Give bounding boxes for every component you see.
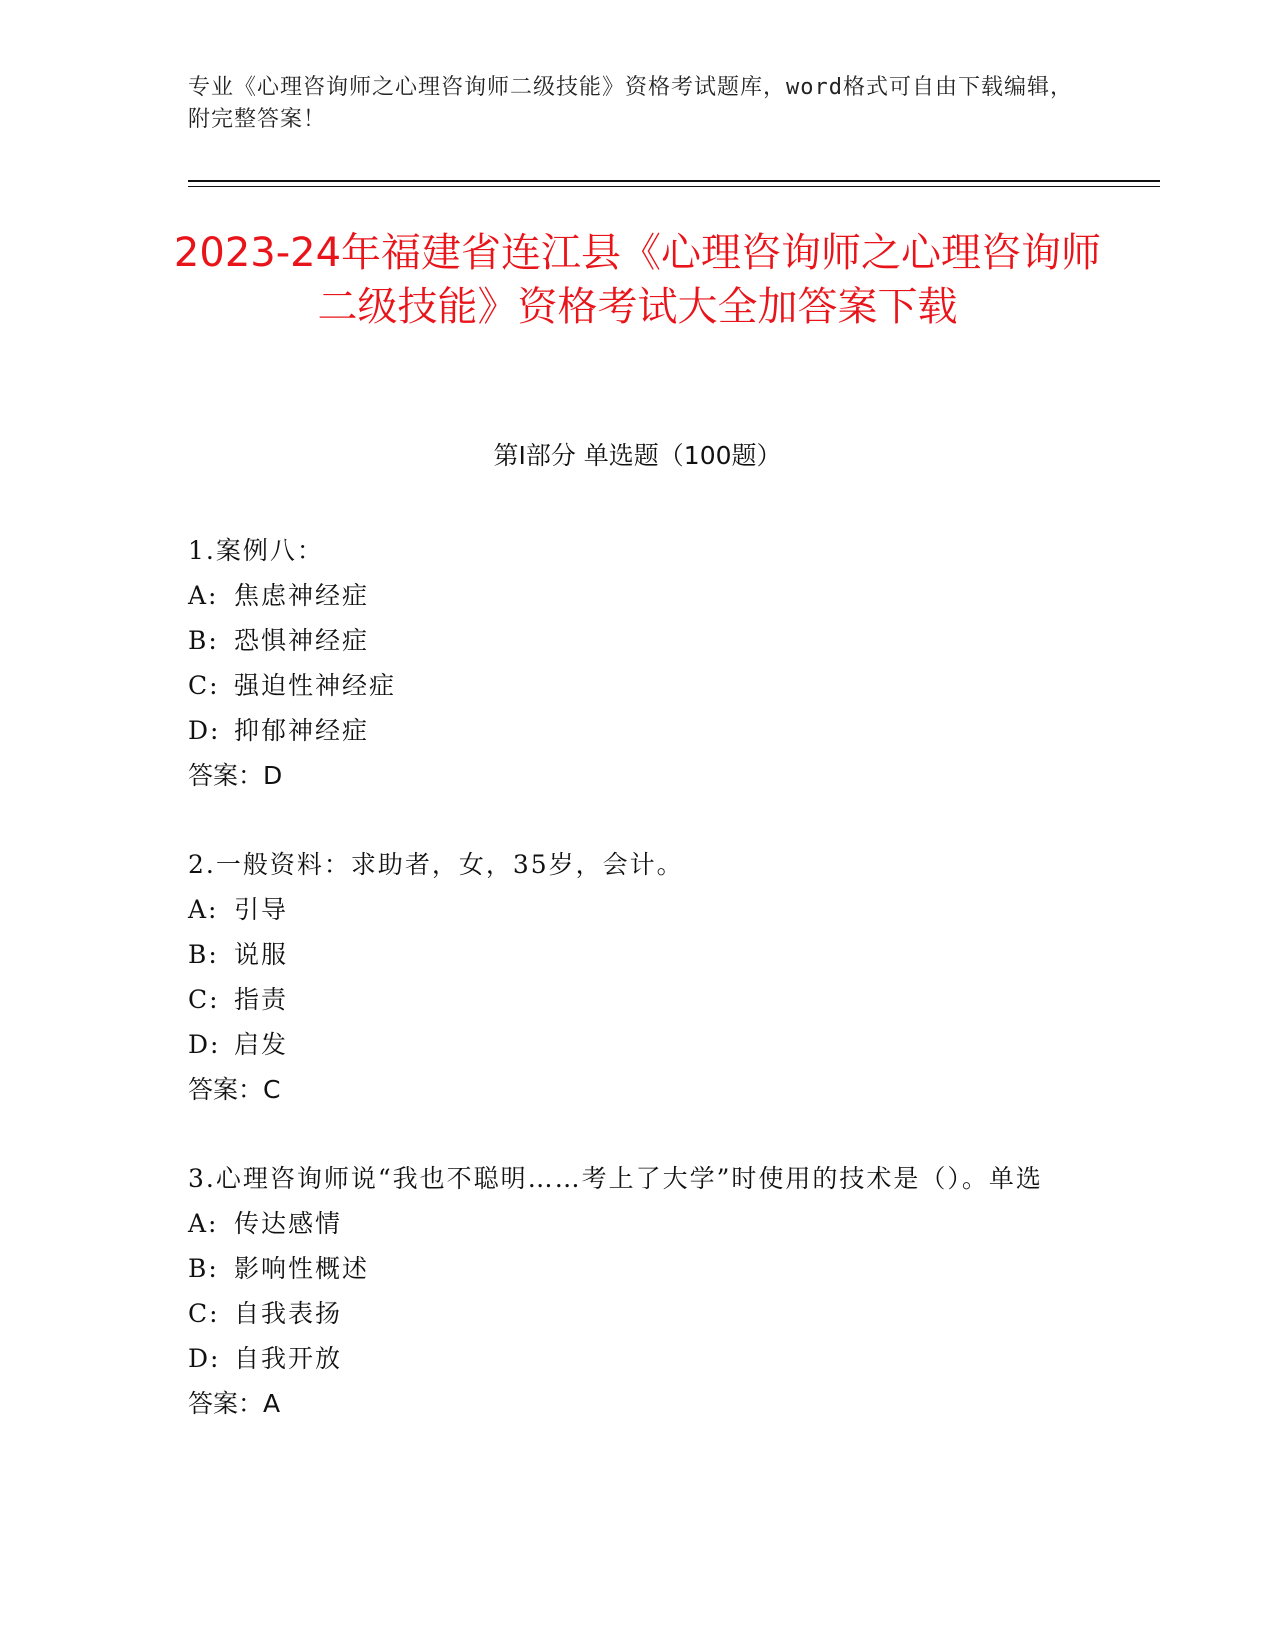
header-rule-thick [188,180,1160,182]
option-text: 恐惧神经症 [234,626,370,655]
option-d [188,1022,1088,1067]
option-text: 启发 [234,1030,289,1059]
option-text: 传达感情 [234,1209,343,1238]
option-b [188,932,1088,977]
option-letter: B: [188,1254,219,1283]
question-list [188,528,1088,1470]
section-heading: 第Ⅰ部分 单选题（100题） [493,441,782,470]
option-letter: B: [188,626,219,655]
answer-line: 答案：D [188,761,283,790]
option-letter: C: [188,985,220,1014]
answer-line: 答案：A [188,1389,281,1418]
option-text: 抑郁神经症 [234,716,370,745]
header-rule-thin [188,186,1160,187]
option-b [188,1246,1088,1291]
option-b [188,618,1088,663]
header-note: 专业《心理咨询师之心理咨询师二级技能》资格考试题库，word格式可自由下载编辑，附完整答案！ [188,75,1073,132]
option-letter: A: [188,1209,219,1238]
option-text: 强迫性神经症 [234,671,397,700]
option-d [188,708,1088,753]
option-text: 指责 [234,985,289,1014]
option-letter: D: [188,1030,221,1059]
option-a [188,573,1088,618]
option-a [188,887,1088,932]
option-text: 焦虑神经症 [234,581,370,610]
option-text: 自我表扬 [234,1299,343,1328]
question-stem: 1.案例八： [188,536,324,565]
option-letter: A: [188,895,219,924]
option-d [188,1336,1088,1381]
option-c [188,1291,1088,1336]
question-3 [188,1156,1088,1426]
question-stem: 2.一般资料：求助者，女，35岁，会计。 [188,850,684,879]
option-letter: B: [188,940,219,969]
option-text: 引导 [234,895,289,924]
option-a [188,1201,1088,1246]
answer-line: 答案：C [188,1075,281,1104]
option-text: 影响性概述 [234,1254,370,1283]
option-text: 说服 [234,940,289,969]
option-c [188,663,1088,708]
option-letter: C: [188,671,220,700]
option-letter: A: [188,581,219,610]
option-letter: D: [188,716,221,745]
question-2 [188,842,1088,1112]
question-stem: 3.心理咨询师说“我也不聪明……考上了大学”时使用的技术是（）。单选 [188,1164,1043,1193]
option-text: 自我开放 [234,1344,343,1373]
question-1 [188,528,1088,798]
option-letter: C: [188,1299,220,1328]
option-letter: D: [188,1344,221,1373]
document-title: 2023-24年福建省连江县《心理咨询师之心理咨询师二级技能》资格考试大全加答案下载 [173,230,1102,330]
option-c [188,977,1088,1022]
